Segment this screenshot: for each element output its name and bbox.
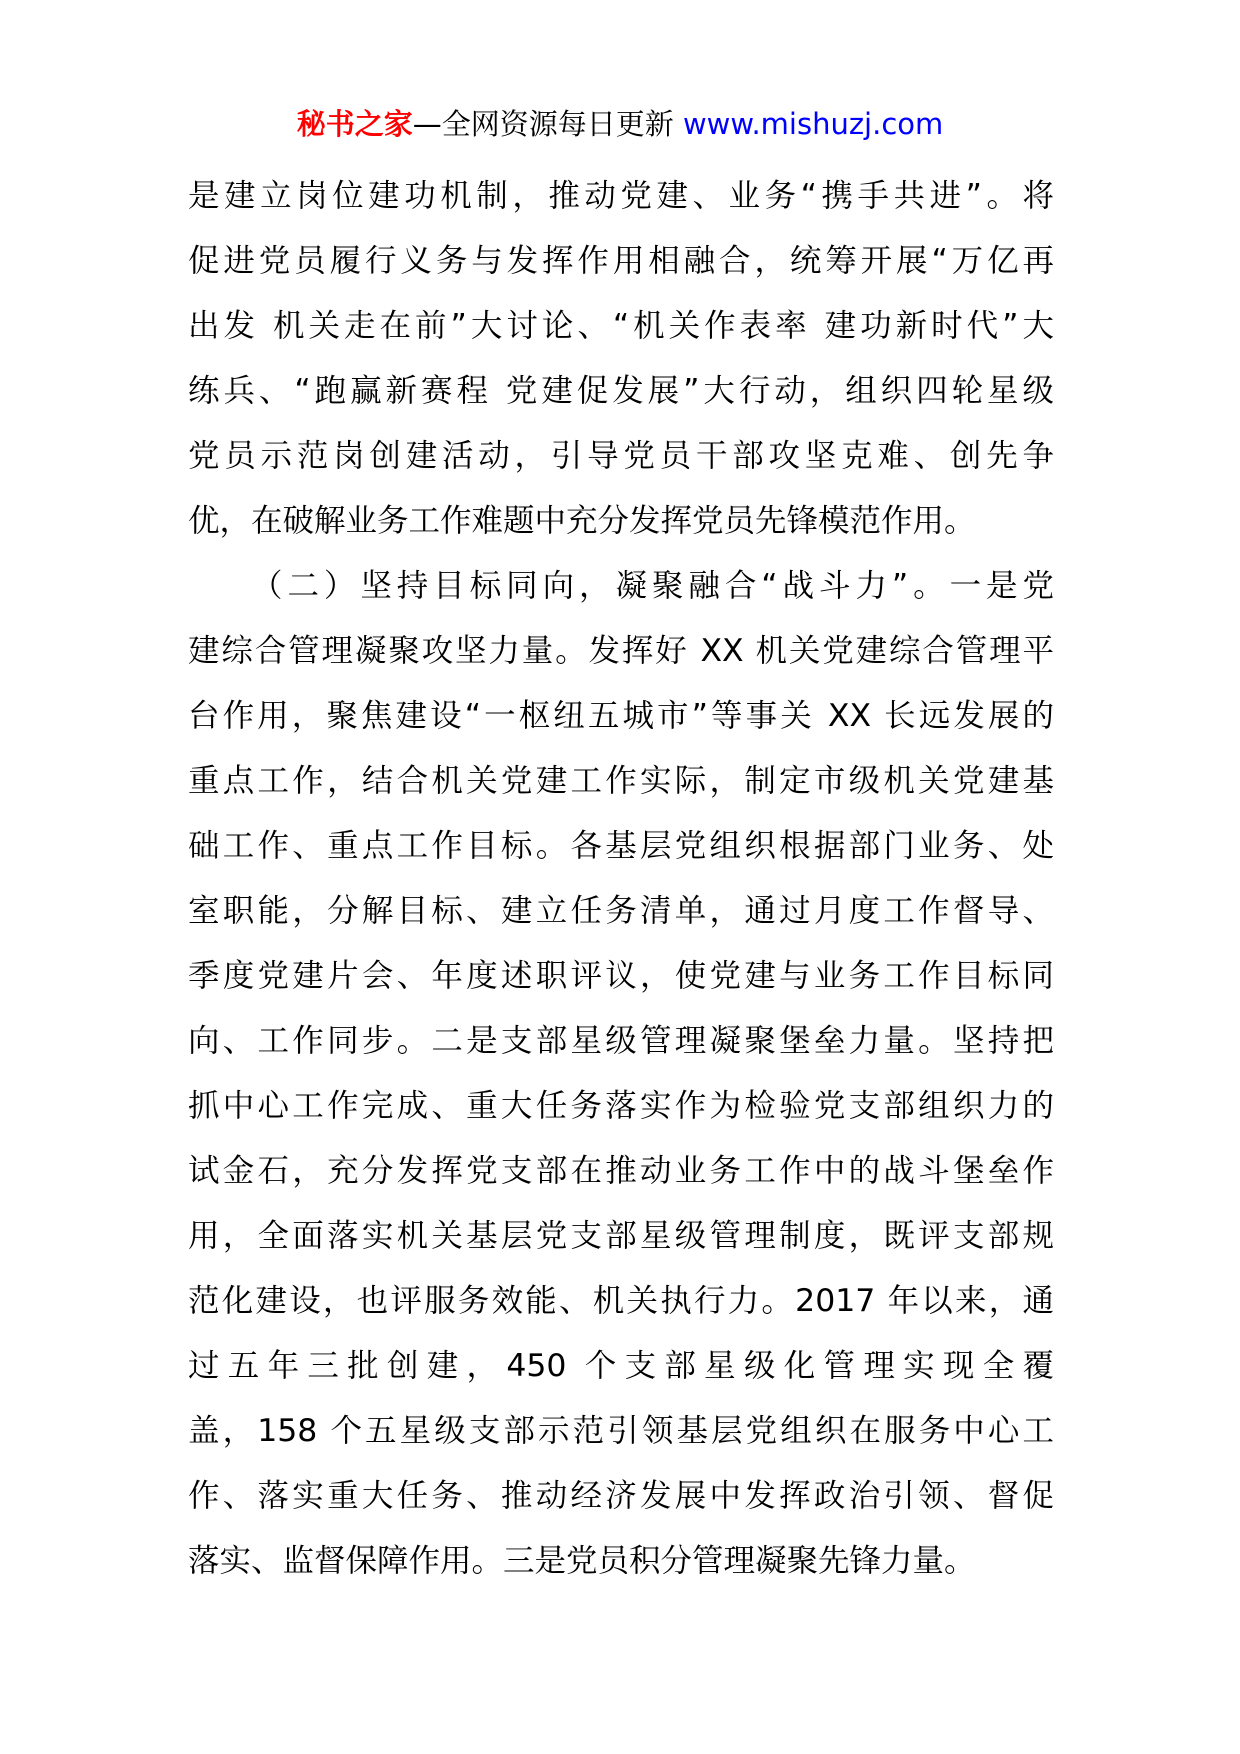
text-line: 练兵、“跑赢新赛程 党建促发展”大行动，组织四轮星级	[188, 373, 1054, 409]
text-line: 季度党建片会、年度述职评议，使党建与业务工作目标同	[188, 958, 1054, 994]
text-line: 党员示范岗创建活动，引导党员干部攻坚克难、创先争	[188, 438, 1054, 474]
text-line: 用，全面落实机关基层党支部星级管理制度，既评支部规	[188, 1218, 1054, 1254]
text-line: 盖，158 个五星级支部示范引领基层党组织在服务中心工	[188, 1413, 1054, 1449]
text-line: 过五年三批创建，450 个支部星级化管理实现全覆	[188, 1348, 1054, 1384]
header-tagline: —全网资源每日更新	[412, 107, 674, 141]
text-line: 落实、监督保障作用。三是党员积分管理凝聚先锋力量。	[188, 1543, 976, 1579]
site-url-link[interactable]: www.mishuzj.com	[682, 107, 944, 141]
text-line: 建综合管理凝聚攻坚力量。发挥好 XX 机关党建综合管理平	[188, 633, 1054, 669]
page-header	[0, 104, 1240, 144]
paragraph-end-line: 优，在破解业务工作难题中充分发挥党员先锋模范作用。	[188, 503, 976, 539]
document-body	[188, 164, 1054, 1594]
text-line: 础工作、重点工作目标。各基层党组织根据部门业务、处	[188, 828, 1054, 864]
section-heading-line: （二）坚持目标同向，凝聚融合“战斗力”。一是党	[251, 568, 1054, 604]
text-line: 台作用，聚焦建设“一枢纽五城市”等事关 XX 长远发展的	[188, 698, 1054, 734]
text-line: 是建立岗位建功机制，推动党建、业务“携手共进”。将	[188, 178, 1054, 214]
text-line: 试金石，充分发挥党支部在推动业务工作中的战斗堡垒作	[188, 1153, 1054, 1189]
text-line: 向、工作同步。二是支部星级管理凝聚堡垒力量。坚持把	[188, 1023, 1054, 1059]
text-line: 室职能，分解目标、建立任务清单，通过月度工作督导、	[188, 893, 1054, 929]
text-line: 抓中心工作完成、重大任务落实作为检验党支部组织力的	[188, 1088, 1054, 1124]
text-line: 重点工作，结合机关党建工作实际，制定市级机关党建基	[188, 763, 1054, 799]
text-line: 范化建设，也评服务效能、机关执行力。2017 年以来，通	[188, 1283, 1054, 1319]
text-line: 作、落实重大任务、推动经济发展中发挥政治引领、督促	[188, 1478, 1054, 1514]
site-name: 秘书之家	[296, 107, 413, 141]
text-line: 促进党员履行义务与发挥作用相融合，统筹开展“万亿再	[188, 243, 1054, 279]
text-line: 出发 机关走在前”大讨论、“机关作表率 建功新时代”大	[188, 308, 1054, 344]
